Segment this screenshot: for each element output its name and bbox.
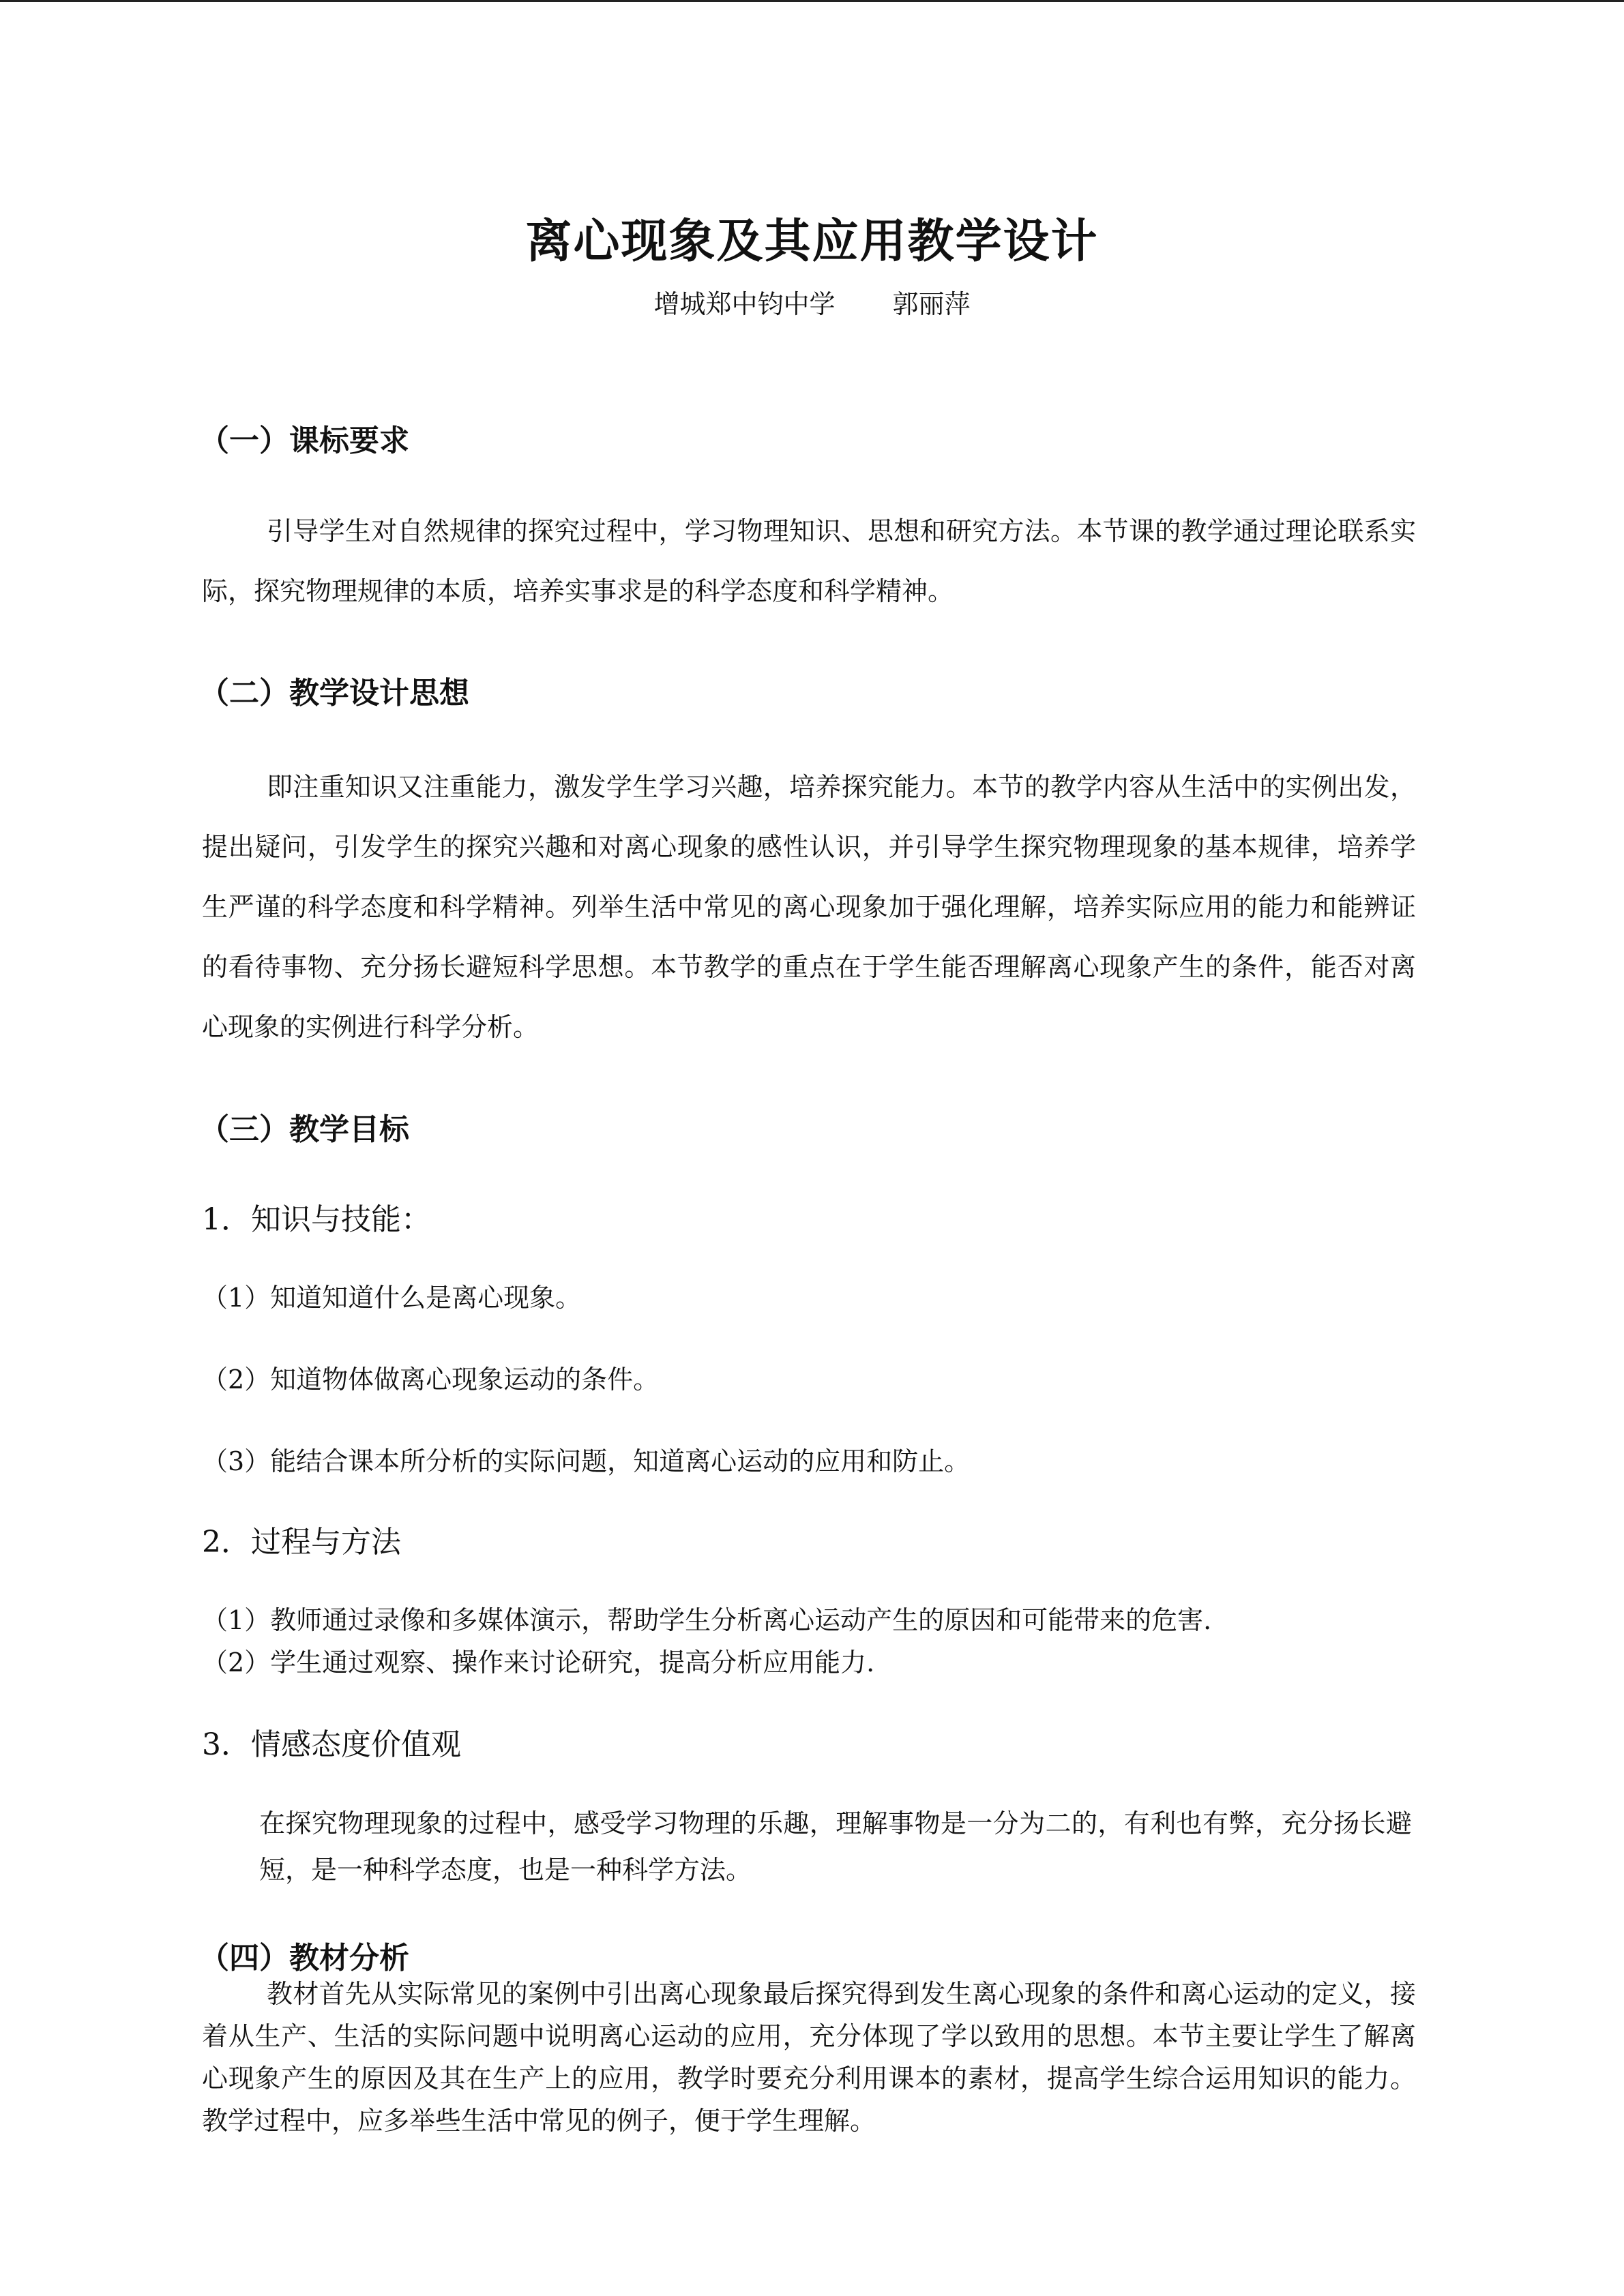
paragraph: 教材首先从实际常见的案例中引出离心现象最后探究得到发生离心现象的条件和离心运动的定义，接着从生产、生活的实际问题中说明离心运动的应用，充分体现了学以致用的思想。本节主要让学生了解离心现象产生的原因及其在生产上的应用，教学时要充分利用课本的素材，提高学生综合运用知识的能力。教学过程中，应多举些生活中常见的例子，便于学生理解。 [202, 1979, 1416, 2136]
page-top-border [0, 0, 1624, 2]
section-heading-textbook: （四）教材分析 [199, 1941, 409, 1976]
author-name: 郭丽萍 [892, 289, 971, 319]
paragraph: 即注重知识又注重能力，激发学生学习兴趣，培养探究能力。本节的教学内容从生活中的实例出发，提出疑问，引发学生的探究兴趣和对离心现象的感性认识，并引导学生探究物理现象的基本规律，培养学生严谨的科学态度和科学精神。列举生活中常见的离心现象加于强化理解，培养实际应用的能力和能辨证的看待事物、充分扬长避短科学思想。本节教学的重点在于学生能否理解离心现象产生的条件，能否对离心现象的实例进行科学分析。 [202, 772, 1416, 1042]
goal-title-attitude: 3．情感态度价值观 [202, 1727, 461, 1762]
goal-title-knowledge: 1．知识与技能： [202, 1202, 431, 1237]
school-name: 增城郑中钧中学 [653, 289, 836, 319]
goal-item: （2）知道物体做离心现象运动的条件。 [202, 1365, 660, 1395]
goal-item: （2）学生通过观察、操作来讨论研究，提高分析应用能力. [202, 1648, 875, 1678]
section-text-design-idea [202, 757, 1416, 1057]
document-title: 离心现象及其应用教学设计 [525, 214, 1099, 269]
goal-item: （3）能结合课本所分析的实际问题，知道离心运动的应用和防止。 [202, 1446, 971, 1476]
section-text-standards [202, 501, 1416, 621]
paragraph: 引导学生对自然规律的探究过程中，学习物理知识、思想和研究方法。本节课的教学通过理论联系实际，探究物理规律的本质，培养实事求是的科学态度和科学精神。 [202, 516, 1416, 606]
goal-title-process: 2．过程与方法 [202, 1525, 401, 1560]
goal-item: （1）知道知道什么是离心现象。 [202, 1283, 582, 1313]
section-heading-design-idea: （二）教学设计思想 [199, 676, 469, 711]
goal-text-attitude [259, 1800, 1412, 1893]
section-heading-objectives: （三）教学目标 [199, 1112, 409, 1147]
goal-item: （1）教师通过录像和多媒体演示，帮助学生分析离心运动产生的原因和可能带来的危害. [202, 1605, 1212, 1635]
author-line [0, 283, 1624, 320]
section-heading-standards: （一）课标要求 [199, 423, 409, 458]
section-text-textbook [202, 1973, 1416, 2142]
paragraph: 在探究物理现象的过程中，感受学习物理的乐趣，理解事物是一分为二的，有利也有弊，充分扬长避短，是一种科学态度，也是一种科学方法。 [259, 1808, 1412, 1885]
